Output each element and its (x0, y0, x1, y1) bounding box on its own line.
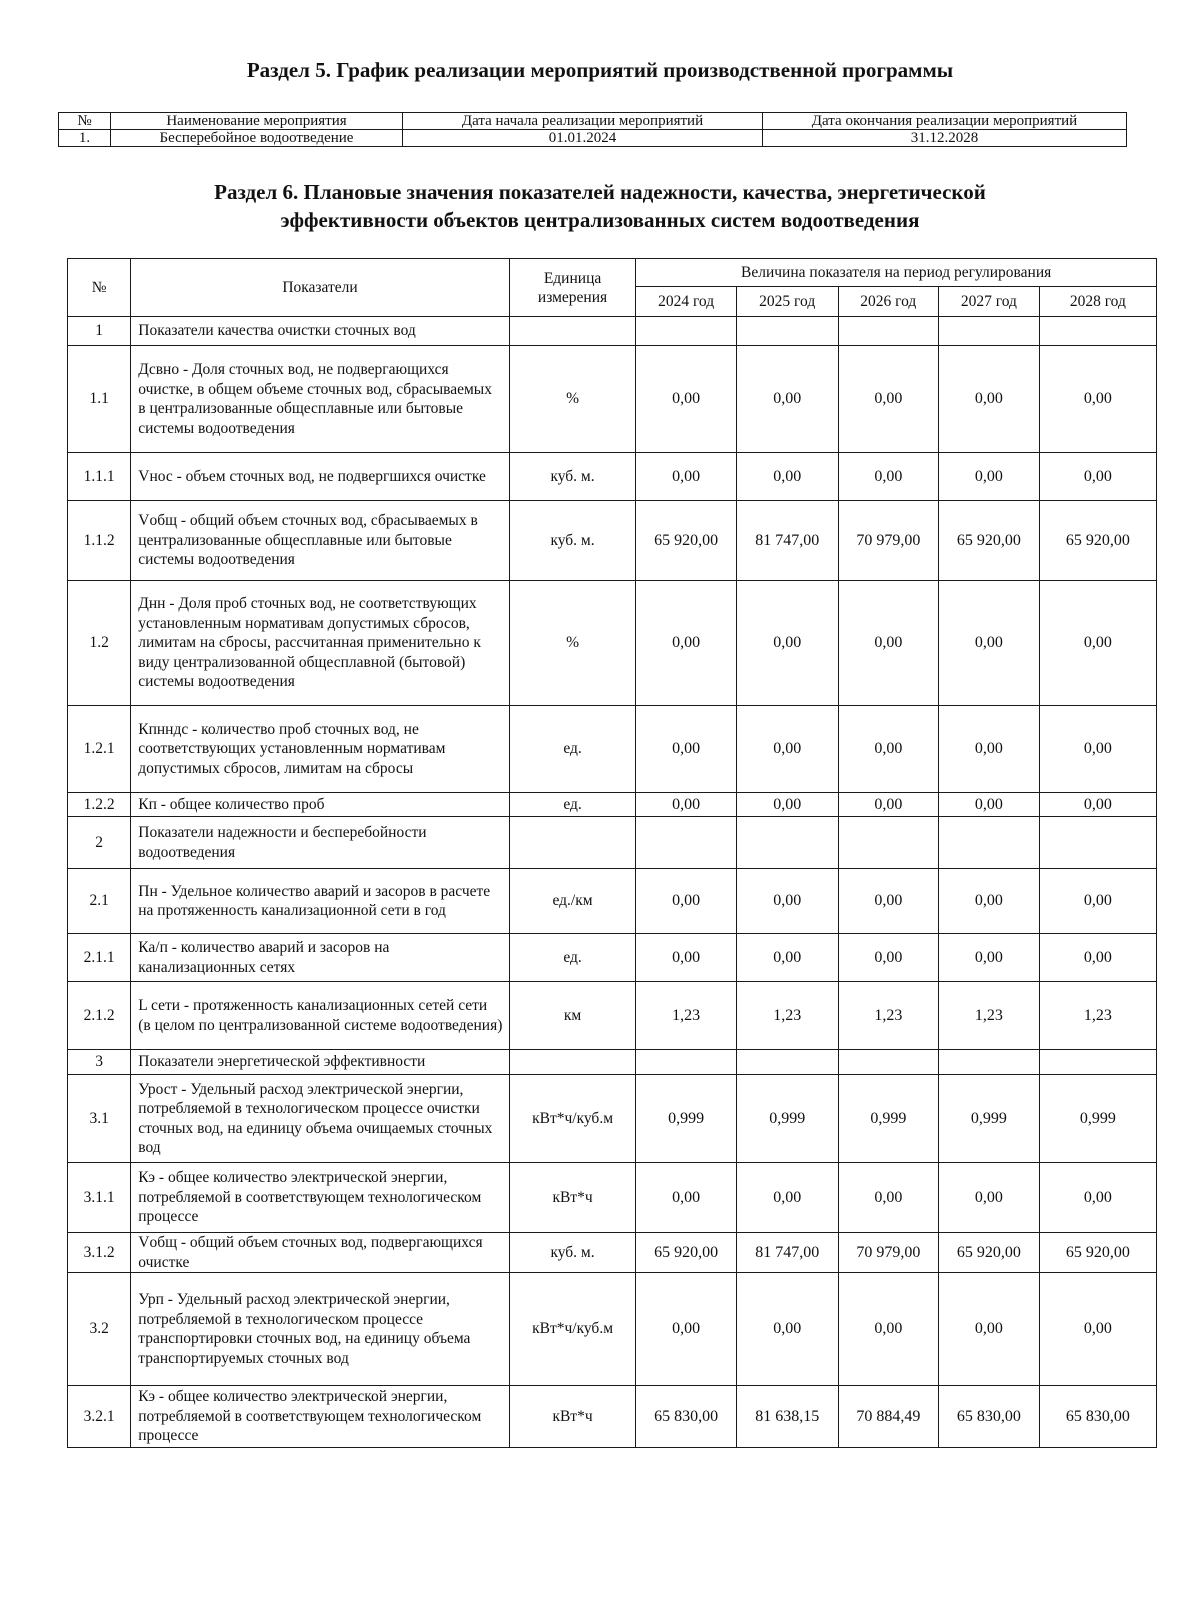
indicator-value: 70 979,00 (838, 1233, 939, 1273)
header-period: Величина показателя на период регулирования (636, 259, 1157, 287)
indicator-value (736, 317, 838, 346)
indicator-value: 0,00 (1039, 869, 1156, 934)
indicator-value: 0,00 (1039, 581, 1156, 706)
indicator-value (1039, 317, 1156, 346)
indicator-value: 1,23 (636, 982, 737, 1050)
indicator-value: 0,00 (636, 934, 737, 982)
indicator-value: 65 920,00 (939, 1233, 1040, 1273)
header-year: 2025 год (736, 287, 838, 317)
indicator-value: 0,999 (636, 1075, 737, 1163)
indicator-value: 0,00 (1039, 706, 1156, 793)
indicator-value (1039, 817, 1156, 869)
schedule-row-start: 01.01.2024 (403, 130, 763, 147)
indicator-value: 1,23 (1039, 982, 1156, 1050)
indicator-value: 65 830,00 (1039, 1386, 1156, 1448)
indicator-value: 0,00 (636, 793, 737, 817)
row-number: 3.2.1 (68, 1386, 131, 1448)
schedule-header-row (59, 113, 1127, 130)
row-number: 1.2.2 (68, 793, 131, 817)
table-row (68, 1233, 1157, 1273)
indicator-value: 0,00 (838, 934, 939, 982)
indicator-value: 0,00 (636, 706, 737, 793)
table-row (68, 346, 1157, 453)
indicator-value: 0,00 (736, 934, 838, 982)
schedule-row-end: 31.12.2028 (763, 130, 1127, 147)
indicator-name: Пн - Удельное количество аварий и засоров в расчете на протяженность канализационной сети в год (131, 869, 510, 934)
indicator-value: 0,00 (1039, 793, 1156, 817)
row-number: 3.1.2 (68, 1233, 131, 1273)
indicator-name: Урост - Удельный расход электрической энергии, потребляемой в технологическом процессе очистки сточных вод, на единицу объема очищаемых сточных вод (131, 1075, 510, 1163)
indicator-value: 65 920,00 (1039, 1233, 1156, 1273)
indicator-value: 0,00 (939, 869, 1040, 934)
indicator-value (636, 317, 737, 346)
indicator-value: 0,999 (736, 1075, 838, 1163)
schedule-header-start: Дата начала реализации мероприятий (403, 113, 763, 130)
row-number: 2.1.1 (68, 934, 131, 982)
table-row (68, 1050, 1157, 1075)
indicator-value: 70 884,49 (838, 1386, 939, 1448)
indicator-value (838, 1050, 939, 1075)
indicators-table (67, 258, 1157, 1448)
schedule-row (59, 130, 1127, 147)
indicator-value (939, 817, 1040, 869)
unit-of-measure: куб. м. (509, 1233, 636, 1273)
row-number: 1.2 (68, 581, 131, 706)
indicator-name: Показатели качества очистки сточных вод (131, 317, 510, 346)
row-number: 1.1 (68, 346, 131, 453)
indicator-value: 0,00 (736, 1163, 838, 1233)
indicator-value: 0,00 (736, 706, 838, 793)
indicator-value: 0,00 (636, 869, 737, 934)
indicator-value: 0,00 (1039, 934, 1156, 982)
indicator-value: 0,00 (736, 1273, 838, 1386)
indicator-value (939, 1050, 1040, 1075)
indicator-value: 0,00 (939, 793, 1040, 817)
indicator-value: 65 920,00 (939, 501, 1040, 581)
section6-title-line1: Раздел 6. Плановые значения показателей надежности, качества, энергетической (214, 180, 986, 204)
indicator-value: 0,00 (838, 1163, 939, 1233)
header-unit: Единица измерения (509, 259, 636, 317)
table-row (68, 1163, 1157, 1233)
indicator-value: 0,00 (736, 581, 838, 706)
indicator-name: Показатели энергетической эффективности (131, 1050, 510, 1075)
indicator-value: 0,00 (1039, 1273, 1156, 1386)
row-number: 2.1 (68, 869, 131, 934)
unit-of-measure: % (509, 346, 636, 453)
indicator-value: 0,00 (939, 581, 1040, 706)
indicator-value: 0,00 (736, 793, 838, 817)
header-indicators: Показатели (131, 259, 510, 317)
unit-of-measure: кВт*ч/куб.м (509, 1273, 636, 1386)
indicator-value: 0,00 (838, 1273, 939, 1386)
section5-title: Раздел 5. График реализации мероприятий производственной программы (246, 58, 954, 82)
table-row (68, 869, 1157, 934)
unit-of-measure: кВт*ч (509, 1163, 636, 1233)
indicator-value: 0,00 (838, 706, 939, 793)
indicator-value: 0,00 (939, 1273, 1040, 1386)
unit-of-measure: ед. (509, 706, 636, 793)
indicator-value: 65 920,00 (636, 501, 737, 581)
indicator-name: Ка/п - количество аварий и засоров на канализационных сетях (131, 934, 510, 982)
header-year: 2028 год (1039, 287, 1156, 317)
indicator-value: 65 830,00 (939, 1386, 1040, 1448)
schedule-header-num: № (59, 113, 111, 130)
indicator-value (838, 817, 939, 869)
indicator-name: Урп - Удельный расход электрической энергии, потребляемой в технологическом процессе транспортировки сточных вод, на единицу объема транспортируемых сточных вод (131, 1273, 510, 1386)
unit-of-measure: ед. (509, 793, 636, 817)
row-number: 3.2 (68, 1273, 131, 1386)
indicator-name: Днн - Доля проб сточных вод, не соответствующих установленным нормативам допустимых сбросов, лимитам на сбросы, рассчитанная применительно к виду централизованной общесплавной (бытовой) системы водоотведения (131, 581, 510, 706)
indicator-value: 0,00 (736, 453, 838, 501)
indicator-name: Vнос - объем сточных вод, не подвергшихся очистке (131, 453, 510, 501)
row-number: 1 (68, 317, 131, 346)
table-row (68, 706, 1157, 793)
indicator-value: 0,00 (939, 453, 1040, 501)
indicator-value: 65 920,00 (1039, 501, 1156, 581)
indicator-value: 0,00 (939, 1163, 1040, 1233)
indicator-value: 0,999 (1039, 1075, 1156, 1163)
indicator-value: 0,00 (939, 346, 1040, 453)
row-number: 3.1 (68, 1075, 131, 1163)
indicator-value: 0,00 (838, 793, 939, 817)
indicator-value: 0,00 (636, 1163, 737, 1233)
unit-of-measure (509, 1050, 636, 1075)
row-number: 3.1.1 (68, 1163, 131, 1233)
table-row (68, 1386, 1157, 1448)
indicators-table-body (68, 317, 1157, 1448)
unit-of-measure: ед./км (509, 869, 636, 934)
unit-of-measure: куб. м. (509, 453, 636, 501)
indicator-value: 0,00 (736, 869, 838, 934)
section6-title-line2: эффективности объектов централизованных систем водоотведения (280, 208, 920, 232)
row-number: 2.1.2 (68, 982, 131, 1050)
table-row (68, 317, 1157, 346)
indicator-value: 0,00 (1039, 346, 1156, 453)
unit-of-measure: куб. м. (509, 501, 636, 581)
table-row (68, 501, 1157, 581)
indicator-value (636, 1050, 737, 1075)
unit-of-measure: км (509, 982, 636, 1050)
indicator-value: 70 979,00 (838, 501, 939, 581)
indicator-value: 0,00 (736, 346, 838, 453)
header-num: № (68, 259, 131, 317)
indicator-name: Vобщ - общий объем сточных вод, подвергающихся очистке (131, 1233, 510, 1273)
indicator-value: 0,00 (636, 346, 737, 453)
indicator-name: Показатели надежности и бесперебойности водоотведения (131, 817, 510, 869)
indicator-value: 81 638,15 (736, 1386, 838, 1448)
table-row (68, 581, 1157, 706)
indicator-name: Кпнндс - количество проб сточных вод, не соответствующих установленным нормативам допустимых сбросов, лимитам на сбросы (131, 706, 510, 793)
indicator-value: 0,00 (636, 581, 737, 706)
indicator-value: 0,999 (838, 1075, 939, 1163)
indicator-value (939, 317, 1040, 346)
indicator-value: 0,00 (939, 706, 1040, 793)
header-year: 2024 год (636, 287, 737, 317)
row-number: 3 (68, 1050, 131, 1075)
table-row (68, 453, 1157, 501)
indicator-name: Кэ - общее количество электрической энергии, потребляемой в соответствующем технологическом процессе (131, 1163, 510, 1233)
indicator-value: 0,00 (838, 346, 939, 453)
indicator-value: 0,00 (1039, 453, 1156, 501)
table-row (68, 982, 1157, 1050)
header-year: 2027 год (939, 287, 1040, 317)
indicator-name: L сети - протяженность канализационных сетей сети (в целом по централизованной системе водоотведения) (131, 982, 510, 1050)
row-number: 1.1.2 (68, 501, 131, 581)
schedule-row-name: Бесперебойное водоотведение (111, 130, 403, 147)
indicator-value: 0,00 (636, 453, 737, 501)
unit-of-measure: % (509, 581, 636, 706)
unit-of-measure: кВт*ч (509, 1386, 636, 1448)
table-row (68, 934, 1157, 982)
indicator-value: 0,00 (838, 453, 939, 501)
indicator-name: Vобщ - общий объем сточных вод, сбрасываемых в централизованные общесплавные или бытовые системы водоотведения (131, 501, 510, 581)
indicator-value (636, 817, 737, 869)
indicator-value: 0,00 (1039, 1163, 1156, 1233)
row-number: 2 (68, 817, 131, 869)
indicator-name: Кэ - общее количество электрической энергии, потребляемой в соответствующем технологическом процессе (131, 1386, 510, 1448)
indicator-value: 0,00 (636, 1273, 737, 1386)
indicator-name: Дсвно - Доля сточных вод, не подвергающихся очистке, в общем объеме сточных вод, сбрасываемых в централизованные общесплавные или бытовые системы водоотведения (131, 346, 510, 453)
table-row (68, 817, 1157, 869)
unit-of-measure (509, 317, 636, 346)
indicator-value: 65 830,00 (636, 1386, 737, 1448)
indicators-header-row-1 (68, 259, 1157, 287)
indicator-value (736, 1050, 838, 1075)
indicator-value: 0,00 (939, 934, 1040, 982)
indicator-value: 0,00 (838, 581, 939, 706)
schedule-header-end: Дата окончания реализации мероприятий (763, 113, 1127, 130)
unit-of-measure: ед. (509, 934, 636, 982)
activities-schedule-table (58, 112, 1127, 147)
indicator-value: 1,23 (939, 982, 1040, 1050)
indicator-name: Кп - общее количество проб (131, 793, 510, 817)
row-number: 1.1.1 (68, 453, 131, 501)
indicator-value (1039, 1050, 1156, 1075)
table-row (68, 1273, 1157, 1386)
indicator-value (838, 317, 939, 346)
indicator-value: 81 747,00 (736, 501, 838, 581)
indicator-value: 81 747,00 (736, 1233, 838, 1273)
schedule-row-num: 1. (59, 130, 111, 147)
unit-of-measure: кВт*ч/куб.м (509, 1075, 636, 1163)
unit-of-measure (509, 817, 636, 869)
table-row (68, 793, 1157, 817)
indicator-value: 65 920,00 (636, 1233, 737, 1273)
schedule-header-name: Наименование мероприятия (111, 113, 403, 130)
indicator-value: 1,23 (736, 982, 838, 1050)
section6-title (0, 178, 1200, 234)
header-year: 2026 год (838, 287, 939, 317)
indicator-value: 0,999 (939, 1075, 1040, 1163)
indicator-value: 1,23 (838, 982, 939, 1050)
table-row (68, 1075, 1157, 1163)
indicator-value (736, 817, 838, 869)
row-number: 1.2.1 (68, 706, 131, 793)
indicator-value: 0,00 (838, 869, 939, 934)
